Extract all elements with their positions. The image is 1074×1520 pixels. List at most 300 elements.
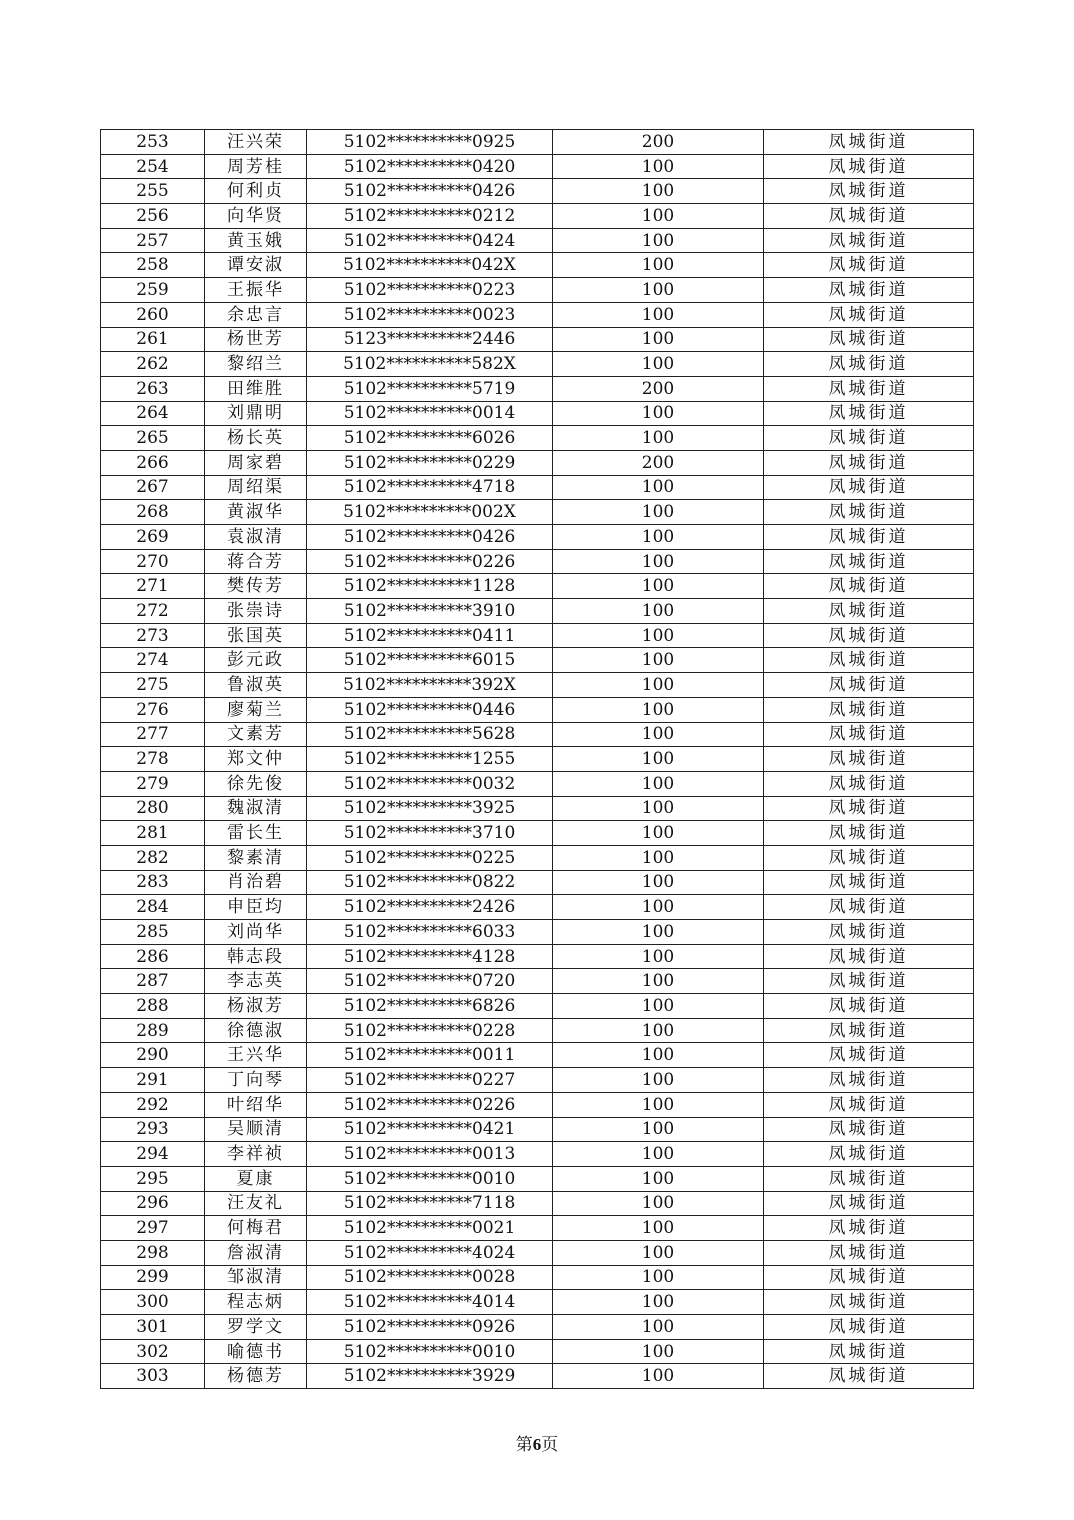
row-number-cell: 297	[101, 1216, 205, 1241]
amount-cell: 100	[553, 697, 764, 722]
row-number-cell: 268	[101, 500, 205, 525]
amount-cell: 100	[553, 1068, 764, 1093]
amount-cell: 100	[553, 574, 764, 599]
table-row	[101, 549, 974, 574]
row-number-cell: 261	[101, 327, 205, 352]
id-number-cell: 5102**********0021	[307, 1216, 553, 1241]
table-row	[101, 599, 974, 624]
street-cell: 凤城街道	[764, 302, 974, 327]
row-number-cell: 303	[101, 1364, 205, 1389]
id-number-cell: 5102**********0010	[307, 1339, 553, 1364]
street-cell: 凤城街道	[764, 722, 974, 747]
id-number-cell: 5102**********5719	[307, 376, 553, 401]
name-cell: 廖菊兰	[205, 697, 307, 722]
row-number-cell: 289	[101, 1018, 205, 1043]
street-cell: 凤城街道	[764, 673, 974, 698]
table-row	[101, 1339, 974, 1364]
name-cell: 周家碧	[205, 450, 307, 475]
street-cell: 凤城街道	[764, 327, 974, 352]
table-row	[101, 1216, 974, 1241]
name-cell: 王兴华	[205, 1043, 307, 1068]
street-cell: 凤城街道	[764, 821, 974, 846]
row-number-cell: 269	[101, 525, 205, 550]
table-row	[101, 920, 974, 945]
row-number-cell: 298	[101, 1240, 205, 1265]
id-number-cell: 5102**********3925	[307, 796, 553, 821]
table-row	[101, 1191, 974, 1216]
street-cell: 凤城街道	[764, 920, 974, 945]
amount-cell: 100	[553, 1315, 764, 1340]
id-number-cell: 5102**********0223	[307, 278, 553, 303]
page-number: 6	[532, 1435, 542, 1454]
name-cell: 邹淑清	[205, 1265, 307, 1290]
table-row	[101, 648, 974, 673]
street-cell: 凤城街道	[764, 1315, 974, 1340]
table-row	[101, 722, 974, 747]
id-number-cell: 5102**********0720	[307, 969, 553, 994]
amount-cell: 100	[553, 278, 764, 303]
amount-cell: 100	[553, 673, 764, 698]
street-cell: 凤城街道	[764, 179, 974, 204]
name-cell: 程志炳	[205, 1290, 307, 1315]
row-number-cell: 285	[101, 920, 205, 945]
table-row	[101, 1142, 974, 1167]
table-row	[101, 154, 974, 179]
amount-cell: 100	[553, 302, 764, 327]
name-cell: 杨长英	[205, 426, 307, 451]
table-row	[101, 623, 974, 648]
street-cell: 凤城街道	[764, 475, 974, 500]
row-number-cell: 288	[101, 994, 205, 1019]
name-cell: 黄淑华	[205, 500, 307, 525]
name-cell: 徐先俊	[205, 771, 307, 796]
name-cell: 樊传芳	[205, 574, 307, 599]
street-cell: 凤城街道	[764, 895, 974, 920]
id-number-cell: 5102**********0228	[307, 1018, 553, 1043]
id-number-cell: 5102**********0011	[307, 1043, 553, 1068]
amount-cell: 100	[553, 1043, 764, 1068]
id-number-cell: 5102**********0227	[307, 1068, 553, 1093]
row-number-cell: 292	[101, 1092, 205, 1117]
name-cell: 文素芳	[205, 722, 307, 747]
name-cell: 杨德芳	[205, 1364, 307, 1389]
row-number-cell: 257	[101, 228, 205, 253]
table-row	[101, 1117, 974, 1142]
table-row	[101, 1315, 974, 1340]
name-cell: 黄玉娥	[205, 228, 307, 253]
row-number-cell: 278	[101, 747, 205, 772]
id-number-cell: 5102**********0411	[307, 623, 553, 648]
row-number-cell: 266	[101, 450, 205, 475]
amount-cell: 100	[553, 845, 764, 870]
amount-cell: 100	[553, 1216, 764, 1241]
name-cell: 李祥祯	[205, 1142, 307, 1167]
table-row	[101, 969, 974, 994]
table-row	[101, 450, 974, 475]
id-number-cell: 5102**********582X	[307, 352, 553, 377]
id-number-cell: 5102**********0225	[307, 845, 553, 870]
row-number-cell: 274	[101, 648, 205, 673]
id-number-cell: 5102**********392X	[307, 673, 553, 698]
id-number-cell: 5102**********4024	[307, 1240, 553, 1265]
name-cell: 田维胜	[205, 376, 307, 401]
table-row	[101, 426, 974, 451]
street-cell: 凤城街道	[764, 574, 974, 599]
amount-cell: 100	[553, 352, 764, 377]
name-cell: 黎绍兰	[205, 352, 307, 377]
table-row	[101, 771, 974, 796]
amount-cell: 100	[553, 599, 764, 624]
amount-cell: 100	[553, 1364, 764, 1389]
row-number-cell: 282	[101, 845, 205, 870]
street-cell: 凤城街道	[764, 401, 974, 426]
amount-cell: 100	[553, 1191, 764, 1216]
name-cell: 周芳桂	[205, 154, 307, 179]
name-cell: 余忠言	[205, 302, 307, 327]
row-number-cell: 294	[101, 1142, 205, 1167]
row-number-cell: 299	[101, 1265, 205, 1290]
street-cell: 凤城街道	[764, 1117, 974, 1142]
amount-cell: 100	[553, 401, 764, 426]
id-number-cell: 5102**********1128	[307, 574, 553, 599]
street-cell: 凤城街道	[764, 994, 974, 1019]
name-cell: 向华贤	[205, 204, 307, 229]
footer-prefix: 第	[515, 1435, 533, 1455]
row-number-cell: 279	[101, 771, 205, 796]
row-number-cell: 275	[101, 673, 205, 698]
id-number-cell: 5102**********0822	[307, 870, 553, 895]
row-number-cell: 265	[101, 426, 205, 451]
footer-suffix: 页	[541, 1435, 559, 1455]
street-cell: 凤城街道	[764, 845, 974, 870]
name-cell: 鲁淑英	[205, 673, 307, 698]
street-cell: 凤城街道	[764, 154, 974, 179]
amount-cell: 100	[553, 1240, 764, 1265]
amount-cell: 100	[553, 1142, 764, 1167]
name-cell: 夏康	[205, 1166, 307, 1191]
row-number-cell: 290	[101, 1043, 205, 1068]
id-number-cell: 5102**********3929	[307, 1364, 553, 1389]
amount-cell: 100	[553, 327, 764, 352]
table-row	[101, 1166, 974, 1191]
street-cell: 凤城街道	[764, 450, 974, 475]
row-number-cell: 270	[101, 549, 205, 574]
name-cell: 肖治碧	[205, 870, 307, 895]
street-cell: 凤城街道	[764, 1092, 974, 1117]
name-cell: 何利贞	[205, 179, 307, 204]
name-cell: 刘鼎明	[205, 401, 307, 426]
id-number-cell: 5102**********2426	[307, 895, 553, 920]
name-cell: 申臣均	[205, 895, 307, 920]
name-cell: 雷长生	[205, 821, 307, 846]
name-cell: 郑文仲	[205, 747, 307, 772]
street-cell: 凤城街道	[764, 1142, 974, 1167]
table-row	[101, 130, 974, 155]
street-cell: 凤城街道	[764, 130, 974, 155]
street-cell: 凤城街道	[764, 549, 974, 574]
row-number-cell: 264	[101, 401, 205, 426]
street-cell: 凤城街道	[764, 253, 974, 278]
table-row	[101, 994, 974, 1019]
name-cell: 张崇诗	[205, 599, 307, 624]
amount-cell: 100	[553, 821, 764, 846]
amount-cell: 100	[553, 994, 764, 1019]
amount-cell: 100	[553, 796, 764, 821]
row-number-cell: 300	[101, 1290, 205, 1315]
name-cell: 彭元政	[205, 648, 307, 673]
id-number-cell: 5102**********0925	[307, 130, 553, 155]
street-cell: 凤城街道	[764, 1339, 974, 1364]
street-cell: 凤城街道	[764, 599, 974, 624]
name-cell: 王振华	[205, 278, 307, 303]
row-number-cell: 258	[101, 253, 205, 278]
row-number-cell: 293	[101, 1117, 205, 1142]
id-number-cell: 5102**********6015	[307, 648, 553, 673]
amount-cell: 100	[553, 500, 764, 525]
id-number-cell: 5102**********0010	[307, 1166, 553, 1191]
row-number-cell: 256	[101, 204, 205, 229]
row-number-cell: 253	[101, 130, 205, 155]
amount-cell: 100	[553, 895, 764, 920]
street-cell: 凤城街道	[764, 278, 974, 303]
id-number-cell: 5102**********0226	[307, 1092, 553, 1117]
street-cell: 凤城街道	[764, 228, 974, 253]
id-number-cell: 5102**********3910	[307, 599, 553, 624]
id-number-cell: 5102**********4014	[307, 1290, 553, 1315]
row-number-cell: 271	[101, 574, 205, 599]
table-row	[101, 574, 974, 599]
street-cell: 凤城街道	[764, 870, 974, 895]
table-row	[101, 1018, 974, 1043]
table-row	[101, 1068, 974, 1093]
street-cell: 凤城街道	[764, 1265, 974, 1290]
id-number-cell: 5102**********6026	[307, 426, 553, 451]
table-row	[101, 944, 974, 969]
street-cell: 凤城街道	[764, 204, 974, 229]
table-row	[101, 253, 974, 278]
name-cell: 詹淑清	[205, 1240, 307, 1265]
beneficiary-table	[100, 129, 974, 1389]
table-row	[101, 179, 974, 204]
table-body	[101, 130, 974, 1389]
id-number-cell: 5102**********042X	[307, 253, 553, 278]
amount-cell: 100	[553, 475, 764, 500]
table-row	[101, 747, 974, 772]
id-number-cell: 5102**********0424	[307, 228, 553, 253]
street-cell: 凤城街道	[764, 525, 974, 550]
row-number-cell: 287	[101, 969, 205, 994]
row-number-cell: 291	[101, 1068, 205, 1093]
street-cell: 凤城街道	[764, 426, 974, 451]
name-cell: 黎素清	[205, 845, 307, 870]
row-number-cell: 284	[101, 895, 205, 920]
id-number-cell: 5102**********0421	[307, 1117, 553, 1142]
street-cell: 凤城街道	[764, 1191, 974, 1216]
id-number-cell: 5102**********7118	[307, 1191, 553, 1216]
table-row	[101, 796, 974, 821]
name-cell: 汪兴荣	[205, 130, 307, 155]
amount-cell: 100	[553, 179, 764, 204]
row-number-cell: 283	[101, 870, 205, 895]
name-cell: 魏淑清	[205, 796, 307, 821]
table-row	[101, 1043, 974, 1068]
amount-cell: 100	[553, 648, 764, 673]
name-cell: 韩志段	[205, 944, 307, 969]
amount-cell: 100	[553, 204, 764, 229]
amount-cell: 100	[553, 228, 764, 253]
amount-cell: 100	[553, 771, 764, 796]
amount-cell: 100	[553, 1117, 764, 1142]
id-number-cell: 5102**********0212	[307, 204, 553, 229]
name-cell: 徐德淑	[205, 1018, 307, 1043]
name-cell: 蒋合芳	[205, 549, 307, 574]
table-row	[101, 228, 974, 253]
street-cell: 凤城街道	[764, 376, 974, 401]
id-number-cell: 5102**********4718	[307, 475, 553, 500]
street-cell: 凤城街道	[764, 500, 974, 525]
street-cell: 凤城街道	[764, 796, 974, 821]
table-row	[101, 475, 974, 500]
id-number-cell: 5102**********0426	[307, 179, 553, 204]
street-cell: 凤城街道	[764, 1018, 974, 1043]
row-number-cell: 254	[101, 154, 205, 179]
table-row	[101, 1364, 974, 1389]
row-number-cell: 301	[101, 1315, 205, 1340]
name-cell: 杨淑芳	[205, 994, 307, 1019]
amount-cell: 100	[553, 525, 764, 550]
id-number-cell: 5102**********3710	[307, 821, 553, 846]
table-row	[101, 1290, 974, 1315]
amount-cell: 100	[553, 870, 764, 895]
street-cell: 凤城街道	[764, 352, 974, 377]
id-number-cell: 5102**********0426	[307, 525, 553, 550]
amount-cell: 100	[553, 920, 764, 945]
name-cell: 叶绍华	[205, 1092, 307, 1117]
street-cell: 凤城街道	[764, 747, 974, 772]
id-number-cell: 5102**********5628	[307, 722, 553, 747]
row-number-cell: 255	[101, 179, 205, 204]
row-number-cell: 281	[101, 821, 205, 846]
name-cell: 汪友礼	[205, 1191, 307, 1216]
row-number-cell: 262	[101, 352, 205, 377]
id-number-cell: 5123**********2446	[307, 327, 553, 352]
street-cell: 凤城街道	[764, 697, 974, 722]
amount-cell: 100	[553, 426, 764, 451]
amount-cell: 100	[553, 1339, 764, 1364]
table-row	[101, 821, 974, 846]
id-number-cell: 5102**********002X	[307, 500, 553, 525]
id-number-cell: 5102**********0229	[307, 450, 553, 475]
table-row	[101, 278, 974, 303]
table-row	[101, 1092, 974, 1117]
street-cell: 凤城街道	[764, 771, 974, 796]
row-number-cell: 295	[101, 1166, 205, 1191]
amount-cell: 100	[553, 623, 764, 648]
id-number-cell: 5102**********6033	[307, 920, 553, 945]
row-number-cell: 276	[101, 697, 205, 722]
amount-cell: 100	[553, 1092, 764, 1117]
table-row	[101, 1265, 974, 1290]
street-cell: 凤城街道	[764, 1216, 974, 1241]
amount-cell: 100	[553, 969, 764, 994]
table-row	[101, 302, 974, 327]
page-footer	[0, 1430, 1074, 1455]
street-cell: 凤城街道	[764, 623, 974, 648]
row-number-cell: 280	[101, 796, 205, 821]
street-cell: 凤城街道	[764, 969, 974, 994]
amount-cell: 100	[553, 154, 764, 179]
row-number-cell: 267	[101, 475, 205, 500]
table-row	[101, 895, 974, 920]
row-number-cell: 263	[101, 376, 205, 401]
name-cell: 周绍渠	[205, 475, 307, 500]
amount-cell: 100	[553, 1290, 764, 1315]
street-cell: 凤城街道	[764, 944, 974, 969]
name-cell: 丁向琴	[205, 1068, 307, 1093]
row-number-cell: 277	[101, 722, 205, 747]
street-cell: 凤城街道	[764, 1290, 974, 1315]
row-number-cell: 286	[101, 944, 205, 969]
amount-cell: 100	[553, 549, 764, 574]
amount-cell: 100	[553, 944, 764, 969]
table-row	[101, 697, 974, 722]
amount-cell: 200	[553, 376, 764, 401]
id-number-cell: 5102**********0028	[307, 1265, 553, 1290]
id-number-cell: 5102**********4128	[307, 944, 553, 969]
table-row	[101, 352, 974, 377]
table-row	[101, 1240, 974, 1265]
id-number-cell: 5102**********0013	[307, 1142, 553, 1167]
amount-cell: 100	[553, 1166, 764, 1191]
name-cell: 罗学文	[205, 1315, 307, 1340]
amount-cell: 100	[553, 722, 764, 747]
name-cell: 袁淑清	[205, 525, 307, 550]
id-number-cell: 5102**********1255	[307, 747, 553, 772]
table-row	[101, 525, 974, 550]
amount-cell: 100	[553, 1018, 764, 1043]
street-cell: 凤城街道	[764, 1364, 974, 1389]
street-cell: 凤城街道	[764, 1043, 974, 1068]
amount-cell: 200	[553, 450, 764, 475]
name-cell: 吴顺清	[205, 1117, 307, 1142]
id-number-cell: 5102**********0023	[307, 302, 553, 327]
row-number-cell: 260	[101, 302, 205, 327]
id-number-cell: 5102**********0032	[307, 771, 553, 796]
row-number-cell: 272	[101, 599, 205, 624]
street-cell: 凤城街道	[764, 1068, 974, 1093]
name-cell: 李志英	[205, 969, 307, 994]
street-cell: 凤城街道	[764, 648, 974, 673]
row-number-cell: 302	[101, 1339, 205, 1364]
name-cell: 何梅君	[205, 1216, 307, 1241]
amount-cell: 200	[553, 130, 764, 155]
id-number-cell: 5102**********0926	[307, 1315, 553, 1340]
amount-cell: 100	[553, 747, 764, 772]
table-row	[101, 673, 974, 698]
id-number-cell: 5102**********0446	[307, 697, 553, 722]
table-row	[101, 500, 974, 525]
name-cell: 谭安淑	[205, 253, 307, 278]
table-row	[101, 376, 974, 401]
table-row	[101, 870, 974, 895]
name-cell: 张国英	[205, 623, 307, 648]
id-number-cell: 5102**********0226	[307, 549, 553, 574]
table-row	[101, 845, 974, 870]
row-number-cell: 273	[101, 623, 205, 648]
name-cell: 喻德书	[205, 1339, 307, 1364]
street-cell: 凤城街道	[764, 1240, 974, 1265]
table-row	[101, 401, 974, 426]
